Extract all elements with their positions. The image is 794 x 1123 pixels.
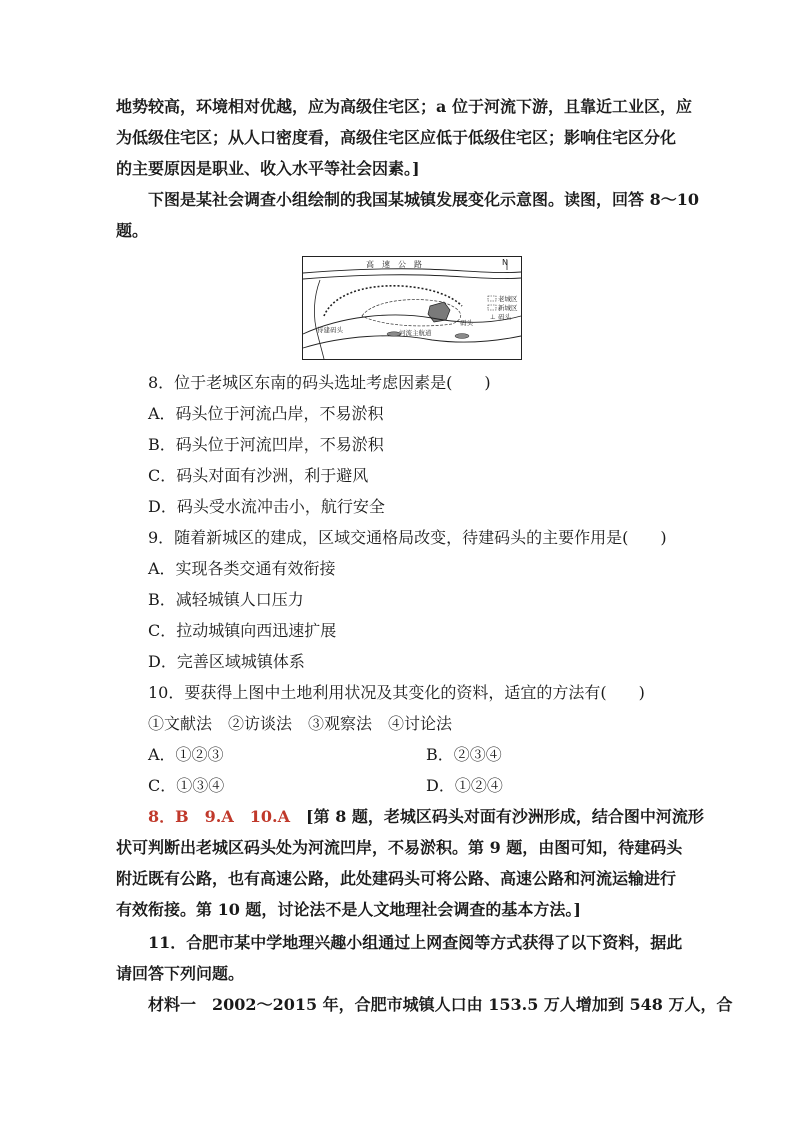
q10-option-c[interactable]: C．①③④ xyxy=(148,776,225,795)
answer-explanation-start: [第 8 题，老城区码头对面有沙洲形成，结合图中河流形 xyxy=(306,807,704,826)
q9-stem: 9．随着新城区的建成，区域交通格局改变，待建码头的主要作用是( ) xyxy=(148,528,667,547)
q8-option-b[interactable]: B．码头位于河流凹岸，不易淤积 xyxy=(148,435,384,454)
q10-option-a[interactable]: A．①②③ xyxy=(148,745,224,764)
wharf-symbol-icon: ⊥ xyxy=(490,313,496,321)
intro-line-2: 为低级住宅区；从人口密度看，高级住宅区应低于低级住宅区；影响住宅区分化 xyxy=(116,128,677,147)
q10-option-d[interactable]: D．①②④ xyxy=(426,776,503,795)
q8-option-c[interactable]: C．码头对面有沙洲，利于避风 xyxy=(148,466,369,485)
north-label: N xyxy=(502,258,508,267)
town-development-map xyxy=(302,256,522,360)
material-1-label: 材料一 xyxy=(148,995,197,1014)
intro-line-3: 的主要原因是职业、收入水平等社会因素。] xyxy=(116,159,420,178)
stem-line-2: 题。 xyxy=(116,221,149,240)
q8-option-d[interactable]: D．码头受水流冲击小，航行安全 xyxy=(148,497,385,516)
map-svg xyxy=(302,256,522,360)
q9-option-d[interactable]: D．完善区域城镇体系 xyxy=(148,652,305,671)
answer-line-2: 状可判断出老城区码头处为河流凹岸，不易淤积。第 9 题，由图可知，待建码头 xyxy=(116,838,683,857)
answer-line-3: 附近既有公路，也有高速公路，此处建码头可将公路、高速公路和河流运输进行 xyxy=(116,869,677,888)
intro-line-1: 地势较高，环境相对优越，应为高级住宅区；a 位于河流下游，且靠近工业区，应 xyxy=(116,97,692,116)
legend-new-city: 新城区 xyxy=(498,304,518,312)
q11-line-1: 11．合肥市某中学地理兴趣小组通过上网查阅等方式获得了以下资料，据此 xyxy=(148,933,683,952)
sandbar-east xyxy=(455,334,469,339)
q9-option-b[interactable]: B．减轻城镇人口压力 xyxy=(148,590,304,609)
highway-label: 高 速 公 路 xyxy=(366,260,422,269)
legend-wharf: 码头 xyxy=(498,313,511,321)
material-1-text: 2002～2015 年，合肥市城镇人口由 153.5 万人增加到 548 万人，合 xyxy=(212,995,733,1014)
q8-stem: 8．位于老城区东南的码头选址考虑因素是( ) xyxy=(148,373,491,392)
q9-option-a[interactable]: A．实现各类交通有效衔接 xyxy=(148,559,336,578)
q10-methods: ①文献法 ②访谈法 ③观察法 ④讨论法 xyxy=(148,714,453,733)
wharf-label: 码头 xyxy=(460,319,473,327)
channel-label: 河流主航道 xyxy=(399,329,432,337)
q11-line-2: 请回答下列问题。 xyxy=(116,964,245,983)
planned-wharf-label: 待建码头 xyxy=(317,326,343,334)
legend-old-city: 老城区 xyxy=(498,295,518,303)
q10-stem: 10．要获得上图中土地利用状况及其变化的资料，适宜的方法有( ) xyxy=(148,683,645,702)
stem-line-1: 下图是某社会调查小组绘制的我国某城镇发展变化示意图。读图，回答 8～10 xyxy=(148,190,699,209)
answer-keys: 8．B 9.A 10.A xyxy=(148,807,291,826)
q10-option-b[interactable]: B．②③④ xyxy=(426,745,502,764)
legend-new-city-swatch xyxy=(488,305,496,310)
q8-option-a[interactable]: A．码头位于河流凸岸，不易淤积 xyxy=(148,404,384,423)
answer-line-1 xyxy=(148,807,718,827)
answer-line-4: 有效衔接。第 10 题，讨论法不是人文地理社会调查的基本方法。] xyxy=(116,900,581,919)
material-1-line xyxy=(148,995,733,1015)
q9-option-c[interactable]: C．拉动城镇向西迅速扩展 xyxy=(148,621,337,640)
legend-old-city-swatch xyxy=(488,296,496,301)
